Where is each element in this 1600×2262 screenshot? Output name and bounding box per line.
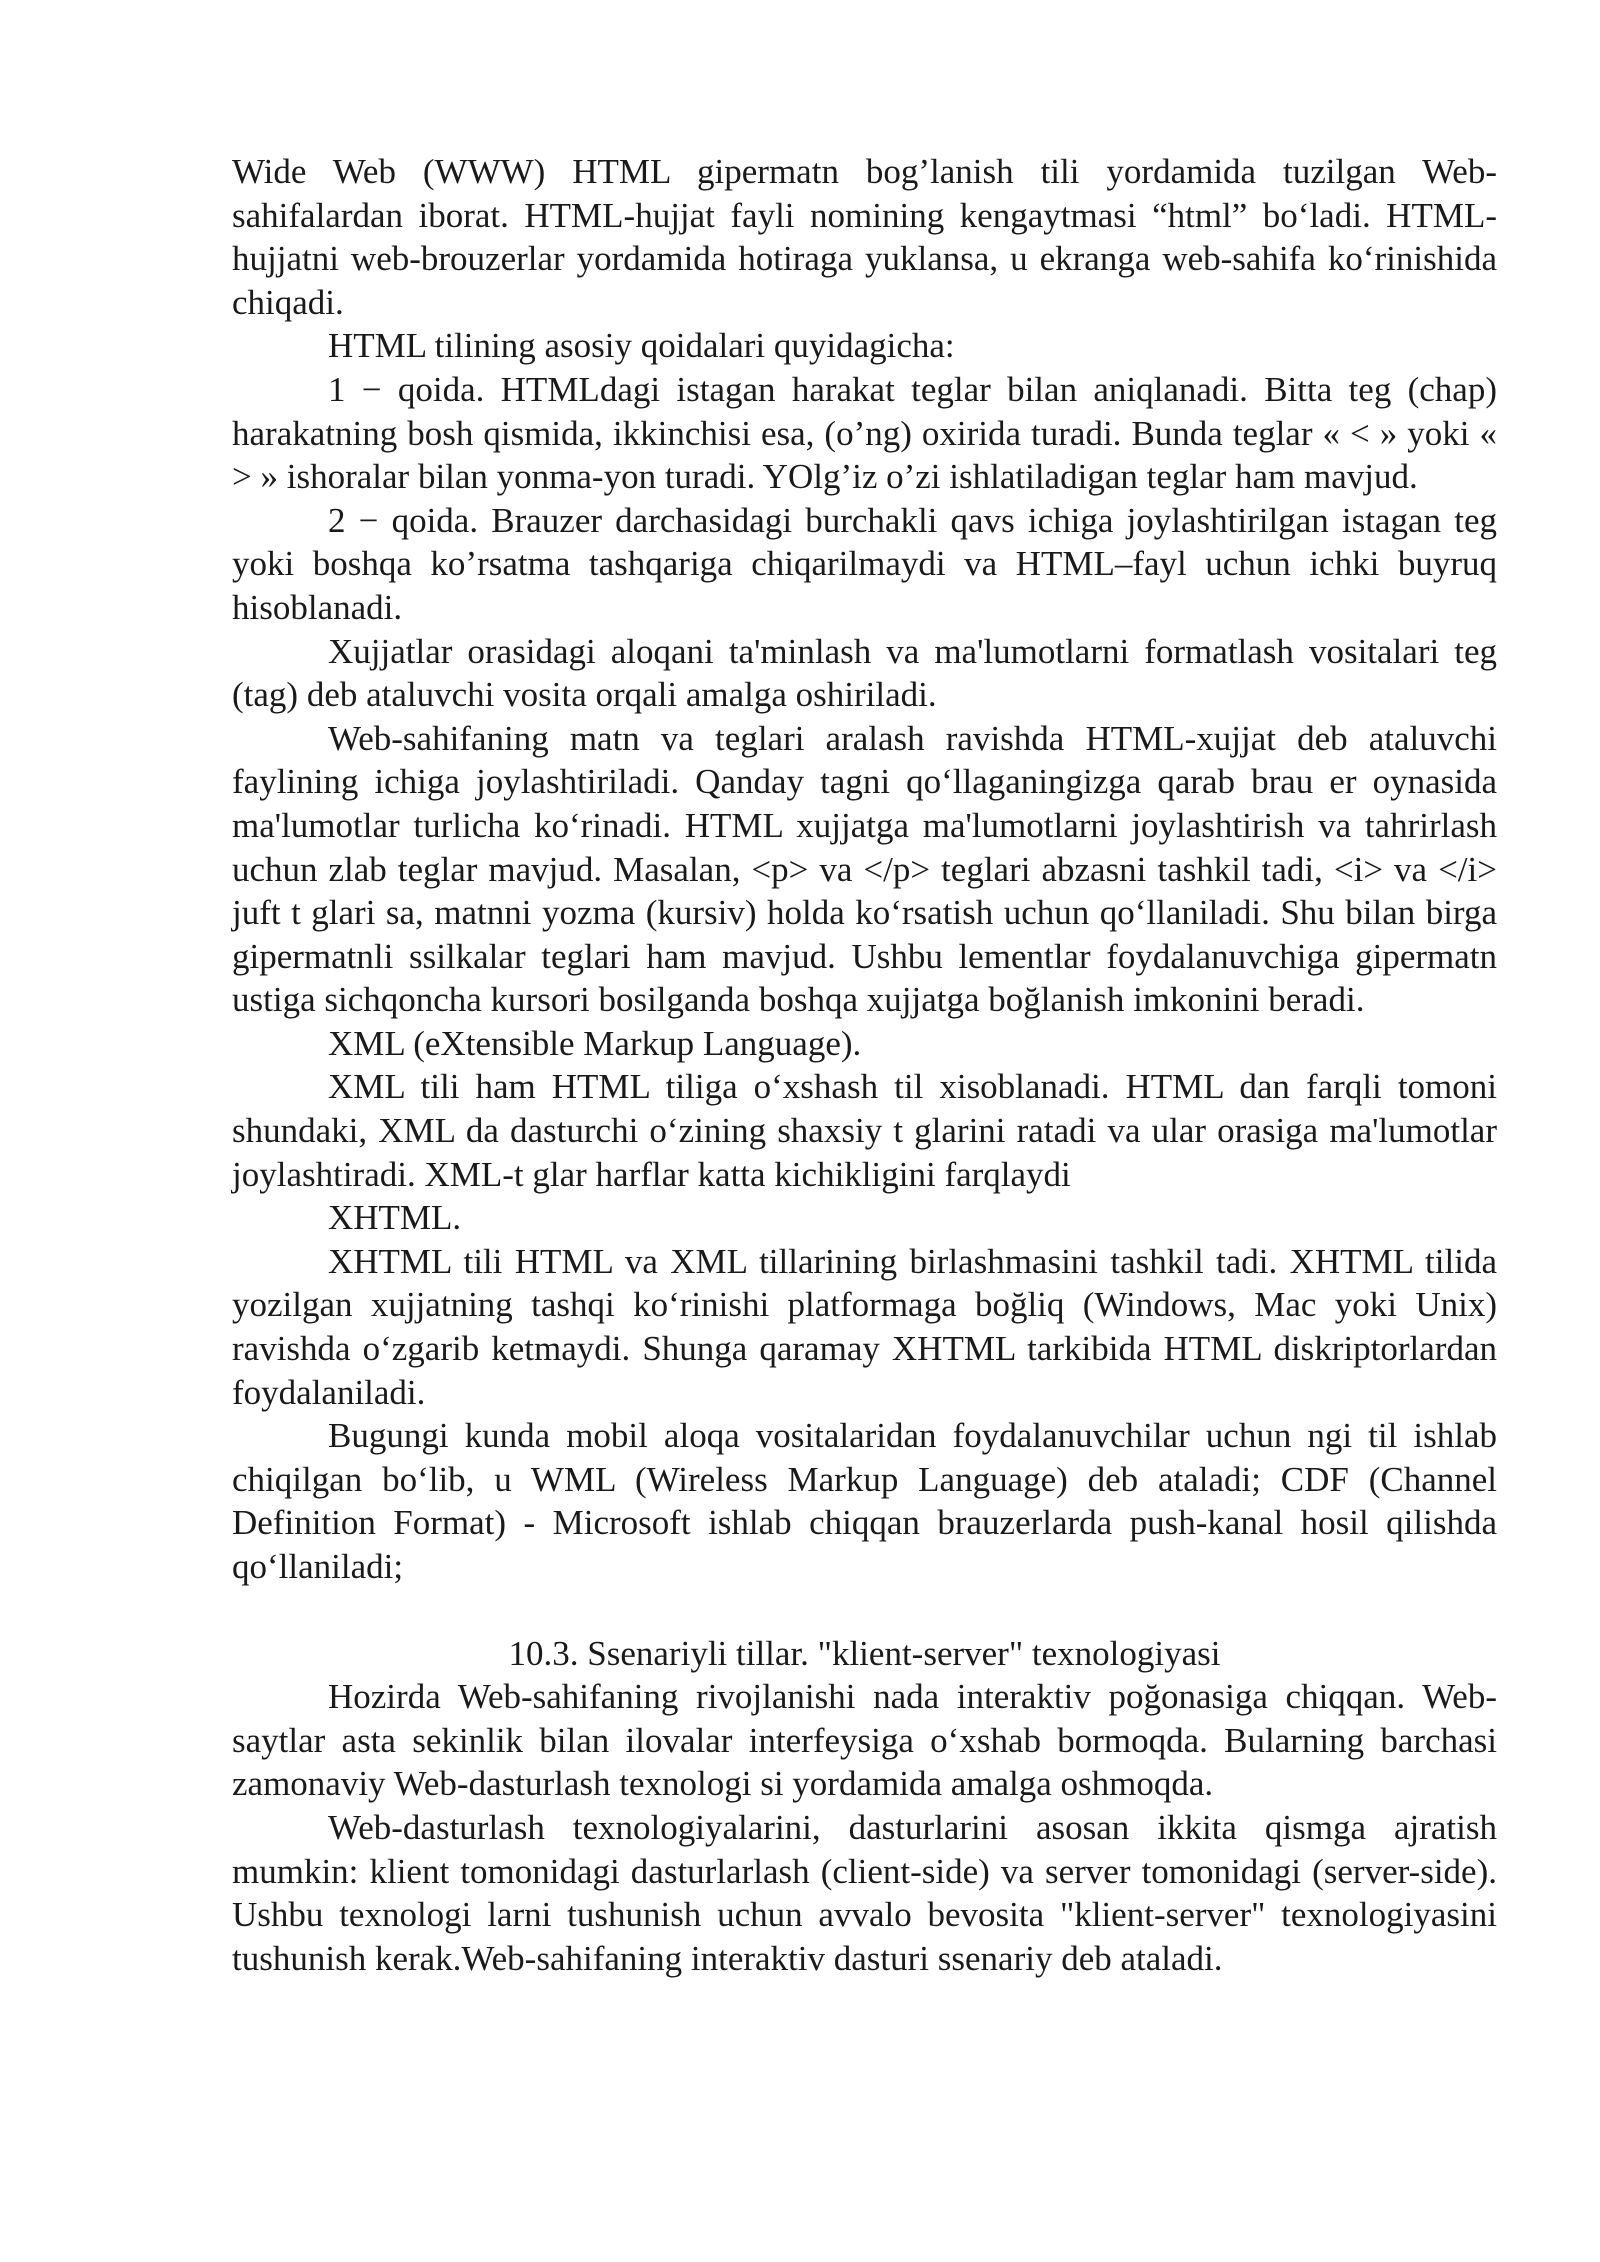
paragraph-xml-description: XML tili ham HTML tiliga oʻxshash til xisoblanadi. HTML dan farqli tomoni shundaki, XML da dasturchi oʻzining shaxsiy t glarini ratadi va ular orasiga ma'lumotlar joylashtiradi. XML-t glar harflar katta kichikligini farqlaydi — [232, 1067, 1497, 1194]
paragraph-html-document: Web-sahifaning matn va teglari aralash ravishda HTML-xujjat deb ataluvchi faylining ichiga joylashtiriladi. Qanday tagni qoʻllaganingizga qarab brau er oynasida ma'lumotlar turlicha koʻrinadi. HTML xujjatga ma'lumotlarni joylashtirish va tahrirlash uchun zlab teglar mavjud. Masalan, <p> va </p> teglari abzasni tashkil tadi, <i> va </i> juft t glari sa, matnni yozma (kursiv) holda koʻrsatish uchun qoʻllaniladi. Shu bilan birga gipermatnli ssilkalar teglari ham mavjud. Ushbu lementlar foydalanuvchiga gipermatn ustiga sichqoncha kursori bosilganda boshqa xujjatga boğlanish imkonini beradi. — [232, 718, 1497, 1020]
paragraph-web-development: Hozirda Web-sahifaning rivojlanishi nada interaktiv poğonasiga chiqqan. Web-saytlar asta sekinlik bilan ilovalar interfeysiga oʻxshab bormoqda. Bularning barchasi zamonaviy Web-dasturlash texnologi si yordamida amalga oshmoqda. — [232, 1677, 1497, 1804]
paragraph-xml-title: XML (eXtensible Markup Language). — [328, 1023, 862, 1063]
paragraph-tags-definition: Xujjatlar orasidagi aloqani ta'minlash va ma'lumotlarni formatlash vositalari teg (tag) deb ataluvchi vosita orqali amalga oshiriladi. — [232, 631, 1497, 715]
paragraph-xhtml-description: XHTML tili HTML va XML tillarining birlashmasini tashkil tadi. XHTML tilida yozilgan xujjatning tashqi koʻrinishi platformaga boğliq (Windows, Mac yoki Unix) ravishda oʻzgarib ketmaydi. Shunga qaramay XHTML tarkibida HTML diskriptorlardan foydalaniladi. — [232, 1241, 1497, 1412]
paragraph-www-intro: Wide Web (WWW) HTML gipermatn bog’lanish tili yordamida tuzilgan Web-sahifalardan iborat. HTML-hujjat fayli nomining kengaytmasi “html” bo‘ladi. HTML-hujjatni web-brouzerlar yordamida hotiraga yuklansa, u ekranga web-sahifa ko‘rinishida chiqadi. — [232, 152, 1497, 322]
paragraph-client-server: Web-dasturlash texnologiyalarini, dasturlarini asosan ikkita qismga ajratish mumkin: klient tomonidagi dasturlarlash (client-side) va server tomonidagi (server-side). Ushbu texnologi larni tushunish uchun avvalo bevosita "klient-server" texnologiyasini tushunish kerak.Web-sahifaning interaktiv dasturi ssenariy deb ataladi. — [232, 1807, 1497, 1978]
paragraph-xhtml-title: XHTML. — [328, 1198, 462, 1238]
section-heading: 10.3. Ssenariyli tillar. "klient-server" texnologiyasi — [508, 1633, 1221, 1673]
paragraph-rule-2: 2 − qoida. Brauzer darchasidagi burchakli qavs ichiga joylashtirilgan istagan teg yoki boshqa ko’rsatma tashqariga chiqarilmaydi va HTML–fayl uchun ichki buyruq hisoblanadi. — [232, 500, 1497, 627]
paragraph-rule-1: 1 − qoida. HTMLdagi istagan harakat teglar bilan aniqlanadi. Bitta teg (chap) harakatning bosh qismida, ikkinchisi esa, (o’ng) oxirida turadi. Bunda teglar « < » yoki « > » ishoralar bilan yonma-yon turadi. YOlg’iz o’zi ishlatiladigan teglar ham mavjud. — [232, 369, 1497, 497]
paragraph-wml-cdf: Bugungi kunda mobil aloqa vositalaridan foydalanuvchilar uchun ngi til ishlab chiqilgan boʻlib, u WML (Wireless Markup Language) deb ataladi; CDF (Channel Definition Format) - Microsoft ishlab chiqqan brauzerlarda push-kanal hosil qilishda qoʻllaniladi; — [232, 1416, 1497, 1586]
document-page — [232, 150, 1497, 1980]
paragraph-html-rules-intro: HTML tilining asosiy qoidalari quyidagicha: — [328, 326, 955, 366]
